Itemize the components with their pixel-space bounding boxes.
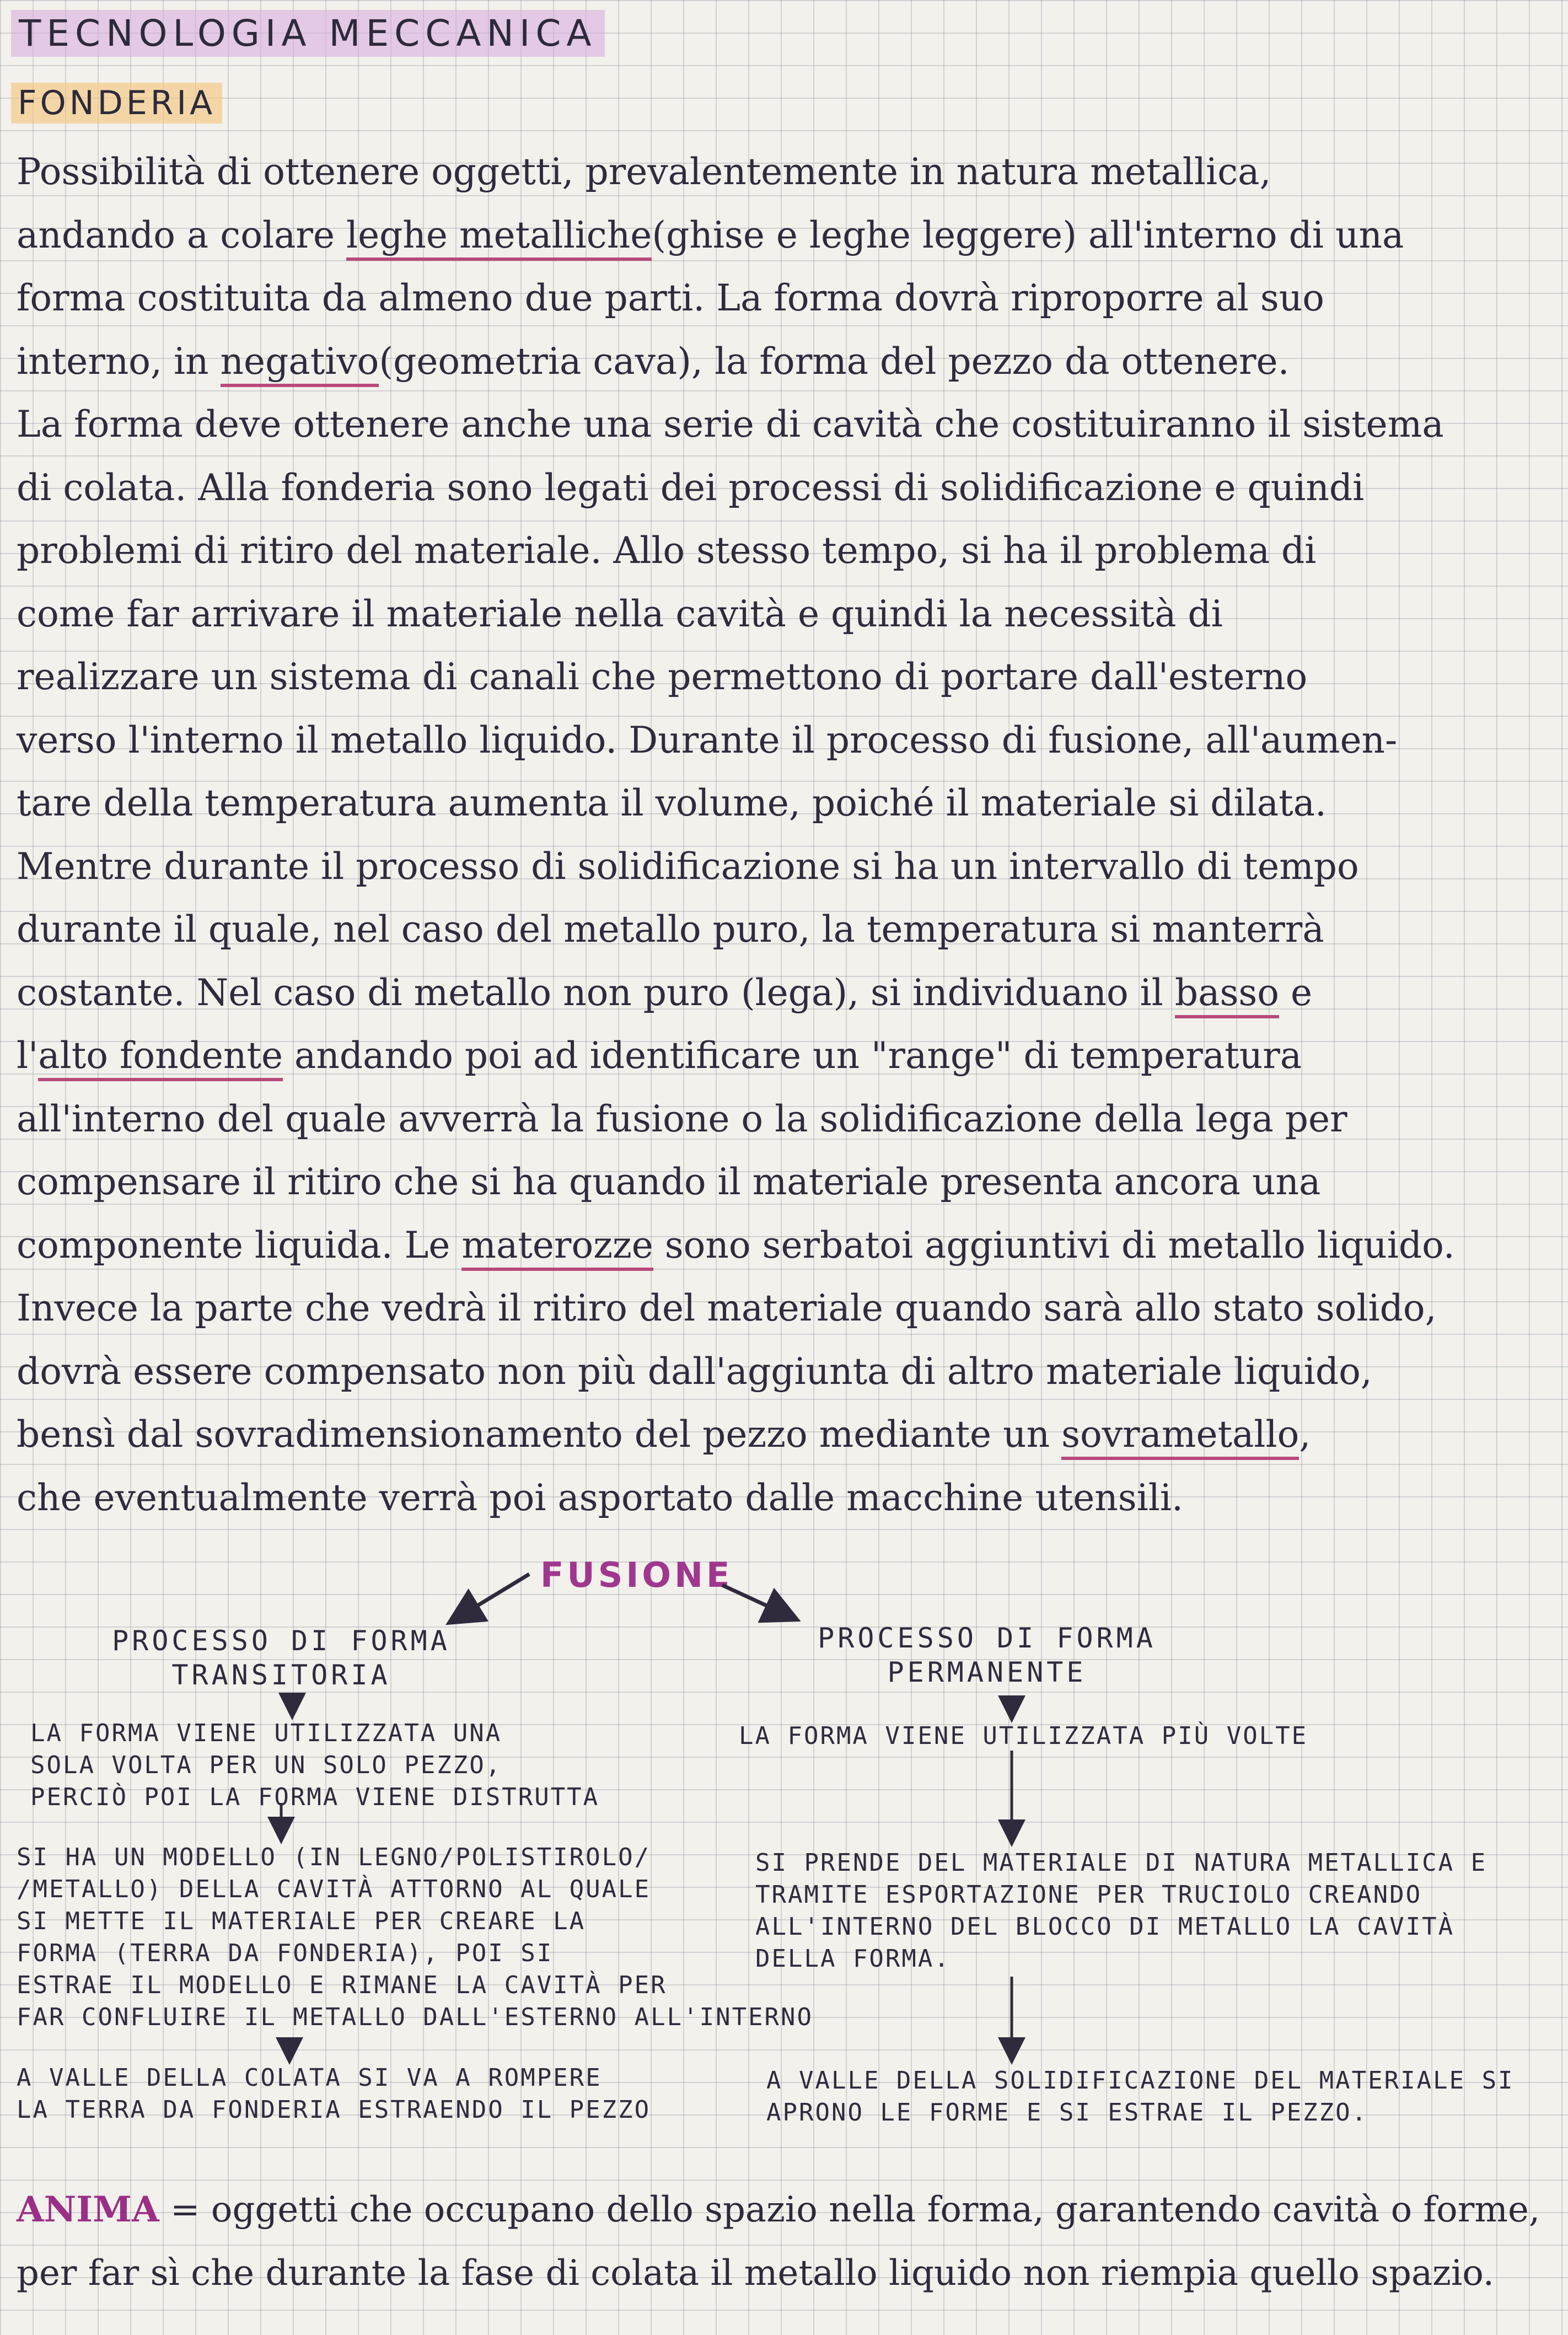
right-step-2-line: SI PRENDE DEL MATERIALE DI NATURA METALLICA E bbox=[755, 1849, 1488, 1877]
paragraph-text: andando poi ad identificare un "range" di temperatura bbox=[283, 1034, 1302, 1077]
paragraph-text: e bbox=[1279, 971, 1313, 1014]
paragraph-text: andando a colare bbox=[17, 213, 346, 256]
right-heading-line: PERMANENTE bbox=[887, 1656, 1087, 1688]
paragraph-text: verso l'interno il metallo liquido. Durante il processo di fusione, all'aumen- bbox=[17, 718, 1398, 761]
paragraph-text: realizzare un sistema di canali che permettono di portare dall'esterno bbox=[17, 656, 1308, 698]
left-step-1-line: LA FORMA VIENE UTILIZZATA UNA bbox=[30, 1719, 502, 1747]
paragraph-text: bensì dal sovradimensionamento del pezzo mediante un bbox=[17, 1413, 1062, 1456]
page-subtitle: FONDERIA bbox=[11, 83, 222, 124]
left-step-1-line: SOLA VOLTA PER UN SOLO PEZZO, bbox=[30, 1751, 502, 1779]
page-title: TECNOLOGIA MECCANICA bbox=[11, 10, 605, 57]
right-step-3-line: A VALLE DELLA SOLIDIFICAZIONE DEL MATERIALE SI bbox=[766, 2066, 1515, 2095]
paragraph-text: (geometria cava), la forma del pezzo da ottenere. bbox=[379, 340, 1290, 383]
paragraph-text: Possibilità di ottenere oggetti, prevalentemente in natura metallica, bbox=[17, 151, 1271, 193]
left-step-3-line: LA TERRA DA FONDERIA ESTRAENDO IL PEZZO bbox=[17, 2096, 651, 2124]
paragraph-text: La forma deve ottenere anche una serie di cavità che costituiranno il sistema bbox=[17, 403, 1444, 445]
underlined-term: basso bbox=[1175, 971, 1279, 1018]
paragraph-text: l' bbox=[17, 1034, 39, 1077]
arrow-fusione-right bbox=[722, 1585, 794, 1618]
right-heading-line: PROCESSO DI FORMA bbox=[818, 1622, 1156, 1654]
right-step-1-line: LA FORMA VIENE UTILIZZATA PIÙ VOLTE bbox=[739, 1722, 1308, 1750]
left-step-2-line: /METALLO) DELLA CAVITÀ ATTORNO AL QUALE bbox=[17, 1875, 651, 1903]
paragraph-text: di colata. Alla fonderia sono legati dei processi di solidificazione e quindi bbox=[17, 466, 1365, 509]
paragraph-text: che eventualmente verrà poi asportato dalle macchine utensili. bbox=[17, 1476, 1183, 1519]
footer-definition bbox=[17, 2178, 1555, 2305]
diagram-center-title: FUSIONE bbox=[540, 1555, 733, 1595]
right-step-2-line: DELLA FORMA. bbox=[755, 1945, 951, 1973]
left-step-2-line: FAR CONFLUIRE IL METALLO DALL'ESTERNO ALL'INTERNO bbox=[17, 2003, 814, 2031]
footer-line: = oggetti che occupano dello spazio nella forma, garantendo cavità o forme, bbox=[170, 2189, 1540, 2230]
paragraph-text: problemi di ritiro del materiale. Allo stesso tempo, si ha il problema di bbox=[17, 529, 1317, 572]
right-step-2-line: TRAMITE ESPORTAZIONE PER TRUCIOLO CREANDO bbox=[755, 1881, 1422, 1909]
paragraph-text: componente liquida. Le bbox=[17, 1223, 462, 1266]
arrow-fusione-left bbox=[452, 1574, 529, 1621]
paragraph-text: costante. Nel caso di metallo non puro (lega), si individuano il bbox=[17, 971, 1175, 1014]
underlined-term: negativo bbox=[221, 340, 379, 387]
underlined-term: alto fondente bbox=[38, 1034, 283, 1081]
underlined-term: materozze bbox=[461, 1224, 653, 1271]
right-step-3-line: APRONO LE FORME E SI ESTRAE IL PEZZO. bbox=[766, 2098, 1368, 2127]
paragraph-text: come far arrivare il materiale nella cavità e quindi la necessità di bbox=[17, 592, 1223, 635]
left-step-1-line: PERCIÒ POI LA FORMA VIENE DISTRUTTA bbox=[30, 1783, 600, 1811]
paragraph-text: interno, in bbox=[17, 340, 221, 383]
left-step-2-line: ESTRAE IL MODELLO E RIMANE LA CAVITÀ PER bbox=[17, 1971, 667, 1999]
underlined-term: sovrametallo bbox=[1061, 1413, 1299, 1460]
right-step-2-line: ALL'INTERNO DEL BLOCCO DI METALLO LA CAVITÀ bbox=[755, 1913, 1455, 1941]
paragraph-text: , bbox=[1299, 1413, 1311, 1456]
paragraph-text: durante il quale, nel caso del metallo puro, la temperatura si manterrà bbox=[17, 908, 1324, 951]
underlined-term: leghe metalliche bbox=[346, 214, 652, 261]
left-step-2-line: SI METTE IL MATERIALE PER CREARE LA bbox=[17, 1907, 586, 1935]
footer-line: per far sì che durante la fase di colata il metallo liquido non riempia quello spazio. bbox=[17, 2253, 1495, 2294]
paragraph-text: Mentre durante il processo di solidificazione si ha un intervallo di tempo bbox=[17, 845, 1359, 888]
left-step-3-line: A VALLE DELLA COLATA SI VA A ROMPERE bbox=[17, 2064, 602, 2092]
paragraph-text: compensare il ritiro che si ha quando il materiale presenta ancora una bbox=[17, 1161, 1321, 1203]
paragraph-text: forma costituita da almeno due parti. La forma dovrà riproporre al suo bbox=[17, 277, 1325, 319]
paragraph-text: dovrà essere compensato non più dall'aggiunta di altro materiale liquido, bbox=[17, 1350, 1372, 1393]
paragraph-text: all'interno del quale avverrà la fusione o la solidificazione della lega per bbox=[17, 1097, 1347, 1140]
paragraph-text: Invece la parte che vedrà il ritiro del materiale quando sarà allo stato solido, bbox=[17, 1287, 1437, 1329]
left-heading-line: PROCESSO DI FORMA bbox=[112, 1625, 450, 1657]
paragraph-text: tare della temperatura aumenta il volume, poiché il materiale si dilata. bbox=[17, 782, 1327, 824]
left-step-2-line: FORMA (TERRA DA FONDERIA), POI SI bbox=[17, 1939, 554, 1967]
left-heading-line: TRANSITORIA bbox=[171, 1659, 391, 1691]
anima-label: ANIMA bbox=[17, 2189, 159, 2230]
left-step-2-line: SI HA UN MODELLO (IN LEGNO/POLISTIROLO/ bbox=[17, 1843, 651, 1871]
paragraph-text: (ghise e leghe leggere) all'interno di una bbox=[652, 213, 1404, 256]
paragraph-text: sono serbatoi aggiuntivi di metallo liquido. bbox=[653, 1223, 1455, 1266]
